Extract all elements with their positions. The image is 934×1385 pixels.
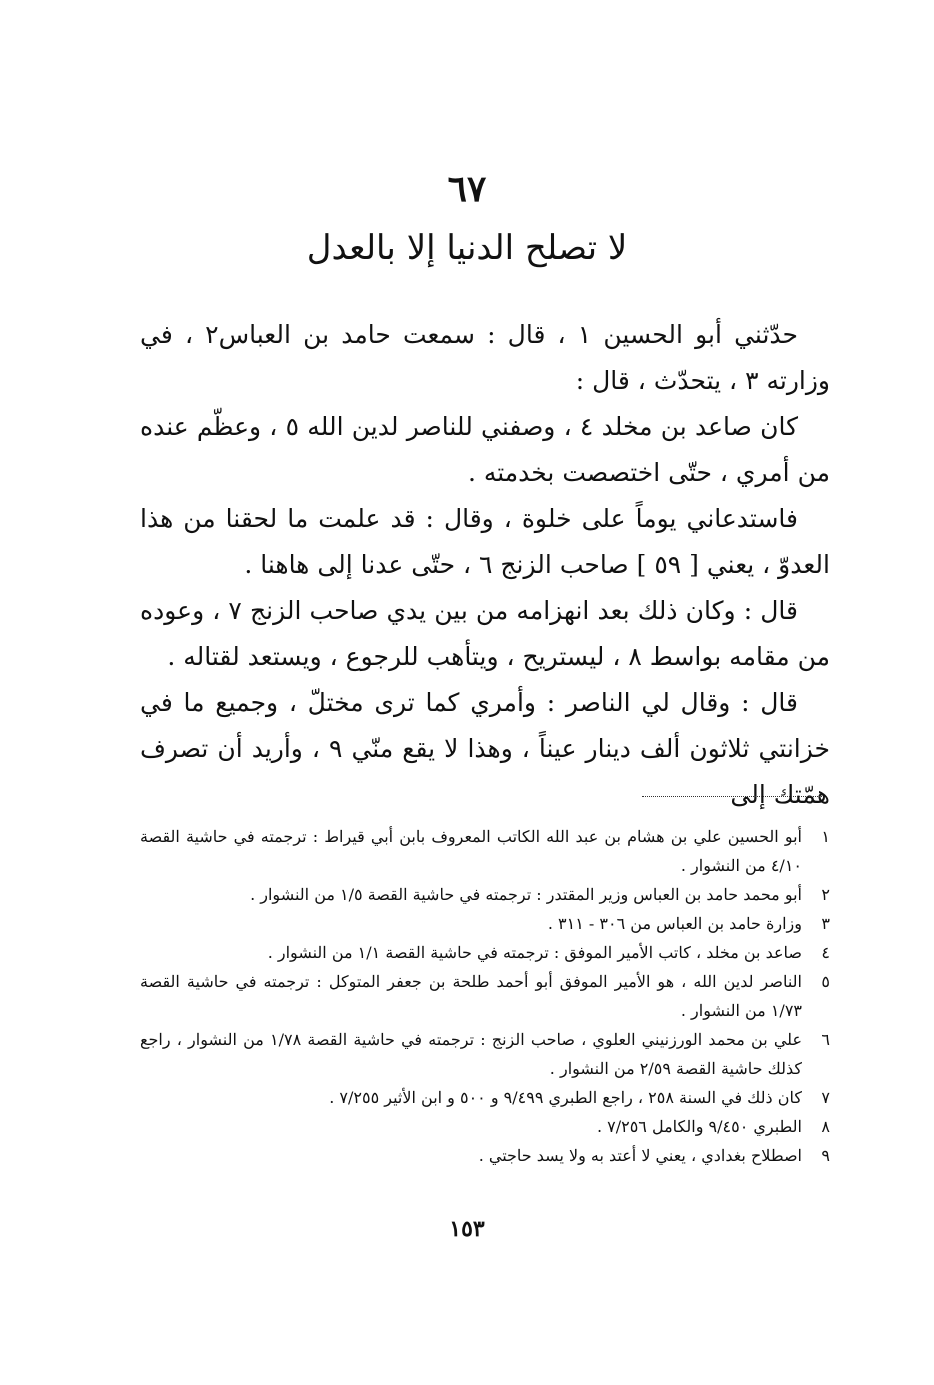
footnote-number: ٦ xyxy=(821,1030,830,1049)
footnote-item xyxy=(140,880,830,909)
story-title: لا تصلح الدنيا إلا بالعدل xyxy=(306,228,628,268)
main-text xyxy=(140,312,830,818)
footnote-text: كان ذلك في السنة ٢٥٨ ، راجع الطبري ٩/٤٩٩ و ٥٠٠ و ابن الأثير ٧/٢٥٥ . xyxy=(329,1088,802,1107)
footnote-number: ٥ xyxy=(821,972,830,991)
footnote-text: علي بن محمد الورزنيني العلوي ، صاحب الزنج : ترجمته في حاشية القصة ١/٧٨ من النشوار ، راجع كذلك حاشية القصة ٢/٥٩ من النشوار . xyxy=(140,1030,803,1078)
footnote-number: ٢ xyxy=(821,885,830,904)
paragraph: حدّثني أبو الحسين ١ ، قال : سمعت حامد بن العباس٢ ، في وزارته ٣ ، يتحدّث ، قال : xyxy=(140,320,830,395)
footnote-item xyxy=(140,1112,830,1141)
footnote-number: ٧ xyxy=(821,1088,830,1107)
footnote-number: ٤ xyxy=(821,943,830,962)
footnote-item xyxy=(140,1083,830,1112)
footnote-text: اصطلاح بغدادي ، يعني لا أعتد به ولا يسد حاجتي . xyxy=(478,1146,802,1165)
footnote-item xyxy=(140,822,830,880)
footnote-text: الناصر لدين الله ، هو الأمير الموفق أبو أحمد طلحة بن جعفر المتوكل : ترجمته في حاشية القصة ١/٧٣ من النشوار . xyxy=(140,972,802,1020)
story-number: ٦٧ xyxy=(447,168,487,210)
footnote-text: أبو محمد حامد بن العباس وزير المقتدر : ترجمته في حاشية القصة ١/٥ من النشوار . xyxy=(250,885,802,904)
footnote-item xyxy=(140,938,830,967)
footnote-number: ١ xyxy=(821,827,830,846)
footnote-item xyxy=(140,909,830,938)
page-number: ١٥٣ xyxy=(449,1216,485,1242)
footnote-text: الطبري ٩/٤٥٠ والكامل ٧/٢٥٦ . xyxy=(596,1117,802,1136)
footnote-text: أبو الحسين علي بن هشام بن عبد الله الكاتب المعروف بابن أبي قيراط : ترجمته في حاشية القصة ٤/١٠ من النشوار . xyxy=(140,827,802,875)
paragraph: فاستدعاني يوماً على خلوة ، وقال : قد علمت ما لحقنا من هذا العدوّ ، يعني [ ٥٩ ] صاحب الزنج ٦ ، حتّى عدنا إلى هاهنا . xyxy=(140,504,830,579)
footnote-number: ٨ xyxy=(821,1117,830,1136)
footnote-item xyxy=(140,1141,830,1170)
paragraph: كان صاعد بن مخلد ٤ ، وصفني للناصر لدين الله ٥ ، وعظّم عنده من أمري ، حتّى اختصصت بخدمته . xyxy=(140,412,830,487)
footnote-number: ٣ xyxy=(821,914,830,933)
paragraph: قال : وقال لي الناصر : وأمري كما ترى مختلّ ، وجميع ما في خزانتي ثلاثون ألف دينار عيناً ، وهذا لا يقع منّي ٩ ، وأريد أن تصرف همّتك إلى xyxy=(140,688,830,809)
footnotes xyxy=(140,822,830,1170)
footnote-text: صاعد بن مخلد ، كاتب الأمير الموفق : ترجمته في حاشية القصة ١/١ من النشوار . xyxy=(267,943,802,962)
paragraph: قال : وكان ذلك بعد انهزامه من بين يدي صاحب الزنج ٧ ، وعوده من مقامه بواسط ٨ ، ليستريح ، ويتأهب للرجوع ، ويستعد لقتاله . xyxy=(140,596,830,671)
footnote-item xyxy=(140,1025,830,1083)
footnote-number: ٩ xyxy=(821,1146,830,1165)
footnote-text: وزارة حامد بن العباس من ٣٠٦ - ٣١١ . xyxy=(547,914,802,933)
footnote-separator xyxy=(642,796,822,797)
footnote-item xyxy=(140,967,830,1025)
